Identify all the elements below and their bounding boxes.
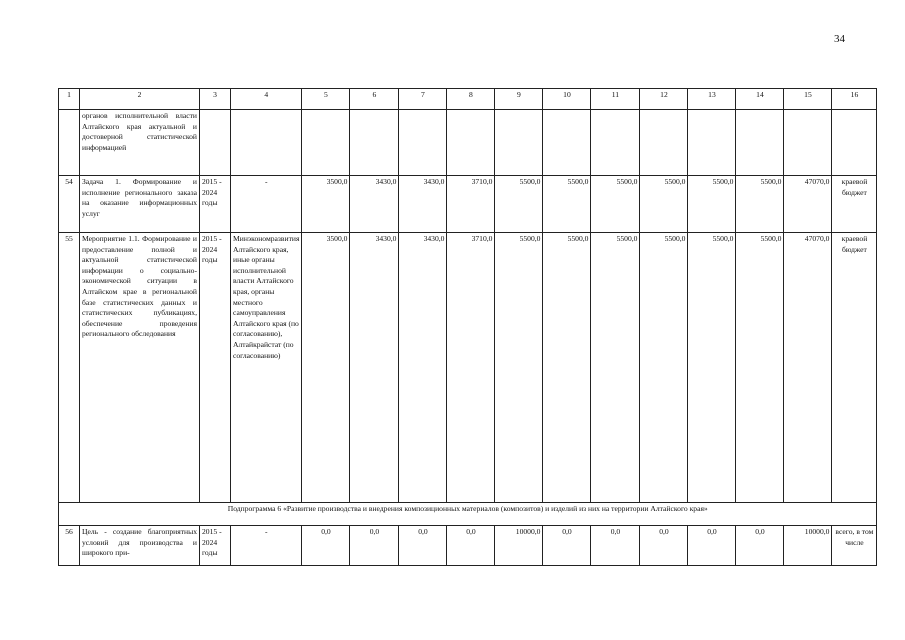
total-cell <box>784 110 832 176</box>
amount-cell: 5500,0 <box>543 233 591 503</box>
column-number: 4 <box>231 89 302 110</box>
amount-cell: 5500,0 <box>688 176 736 233</box>
column-number-row <box>59 89 877 110</box>
amount-cell: 3430,0 <box>350 233 399 503</box>
amount-cell: 3710,0 <box>447 176 495 233</box>
column-number: 2 <box>80 89 200 110</box>
column-number: 13 <box>688 89 736 110</box>
column-number: 3 <box>200 89 231 110</box>
amount-cell: 5500,0 <box>543 176 591 233</box>
amount-cell <box>350 110 399 176</box>
amount-cell: 5500,0 <box>688 233 736 503</box>
funding-source-cell: всего, в том числе <box>832 526 877 566</box>
amount-cell: 0,0 <box>399 526 447 566</box>
column-number: 8 <box>447 89 495 110</box>
amount-cell: 5500,0 <box>591 176 640 233</box>
amount-cell: 3710,0 <box>447 233 495 503</box>
subprogram-row <box>59 503 877 526</box>
column-number: 10 <box>543 89 591 110</box>
period-cell: 2015 - 2024 годы <box>200 176 231 233</box>
executor-cell <box>231 110 302 176</box>
period-cell: 2015 - 2024 годы <box>200 233 231 503</box>
amount-cell <box>399 110 447 176</box>
amount-cell <box>302 110 350 176</box>
amount-cell: 0,0 <box>447 526 495 566</box>
total-cell: 10000,0 <box>784 526 832 566</box>
amount-cell: 5500,0 <box>736 233 784 503</box>
row-name-cell: Цель - создание благоприятных условий для производства и широкого при- <box>80 526 200 566</box>
budget-table <box>58 88 877 566</box>
table-row <box>59 526 877 566</box>
amount-cell: 3500,0 <box>302 176 350 233</box>
amount-cell: 3500,0 <box>302 233 350 503</box>
amount-cell: 3430,0 <box>399 233 447 503</box>
amount-cell: 5500,0 <box>591 233 640 503</box>
table-row <box>59 176 877 233</box>
column-number: 6 <box>350 89 399 110</box>
row-number-cell <box>59 110 80 176</box>
amount-cell <box>447 110 495 176</box>
funding-source-cell: краевой бюджет <box>832 233 877 503</box>
amount-cell: 0,0 <box>302 526 350 566</box>
funding-source-cell <box>832 110 877 176</box>
column-number: 15 <box>784 89 832 110</box>
subprogram-title: Подпрограмма 6 «Развитие производства и внедрения композиционных материалов (композитов) и изделий из них на территории Алтайского края» <box>59 503 877 526</box>
total-cell: 47070,0 <box>784 233 832 503</box>
table-row <box>59 233 877 503</box>
amount-cell: 3430,0 <box>399 176 447 233</box>
amount-cell <box>640 110 688 176</box>
page-number: 34 <box>834 33 845 45</box>
column-number: 1 <box>59 89 80 110</box>
amount-cell <box>495 110 543 176</box>
column-number: 11 <box>591 89 640 110</box>
amount-cell: 5500,0 <box>640 233 688 503</box>
amount-cell: 5500,0 <box>495 233 543 503</box>
executor-cell: - <box>231 526 302 566</box>
amount-cell <box>591 110 640 176</box>
column-number: 7 <box>399 89 447 110</box>
funding-source-cell: краевой бюджет <box>832 176 877 233</box>
amount-cell: 0,0 <box>736 526 784 566</box>
amount-cell: 0,0 <box>350 526 399 566</box>
row-number-cell: 55 <box>59 233 80 503</box>
column-number: 12 <box>640 89 688 110</box>
executor-cell: Минэкономразвития Алтайского края, иные органы исполнительной власти Алтайского края, органы местного самоуправления Алтайского края (по согласованию), Алтайкрайстат (по согласованию) <box>231 233 302 503</box>
table-row-continuation <box>59 110 877 176</box>
column-number: 16 <box>832 89 877 110</box>
amount-cell <box>688 110 736 176</box>
period-cell: 2015 - 2024 годы <box>200 526 231 566</box>
row-name-cell: Задача 1. Формирование и исполнение регионального заказа на оказание информационных услуг <box>80 176 200 233</box>
amount-cell: 5500,0 <box>736 176 784 233</box>
amount-cell: 10000,0 <box>495 526 543 566</box>
row-name-cell: Мероприятие 1.1. Формирование и предоставление полной и актуальной статистической информации о социально-экономической ситуации в Алтайском крае в региональной базе статистических данных и статистических публикациях, обеспечение проведения регионального обследования <box>80 233 200 503</box>
row-name-cell: органов исполнительной власти Алтайского края актуальной и достоверной статистической информацией <box>80 110 200 176</box>
amount-cell <box>543 110 591 176</box>
executor-cell: - <box>231 176 302 233</box>
column-number: 5 <box>302 89 350 110</box>
amount-cell: 0,0 <box>591 526 640 566</box>
total-cell: 47070,0 <box>784 176 832 233</box>
column-number: 9 <box>495 89 543 110</box>
amount-cell: 0,0 <box>543 526 591 566</box>
row-number-cell: 56 <box>59 526 80 566</box>
amount-cell: 0,0 <box>688 526 736 566</box>
row-number-cell: 54 <box>59 176 80 233</box>
amount-cell: 0,0 <box>640 526 688 566</box>
amount-cell: 5500,0 <box>640 176 688 233</box>
column-number: 14 <box>736 89 784 110</box>
period-cell <box>200 110 231 176</box>
amount-cell: 5500,0 <box>495 176 543 233</box>
amount-cell <box>736 110 784 176</box>
amount-cell: 3430,0 <box>350 176 399 233</box>
